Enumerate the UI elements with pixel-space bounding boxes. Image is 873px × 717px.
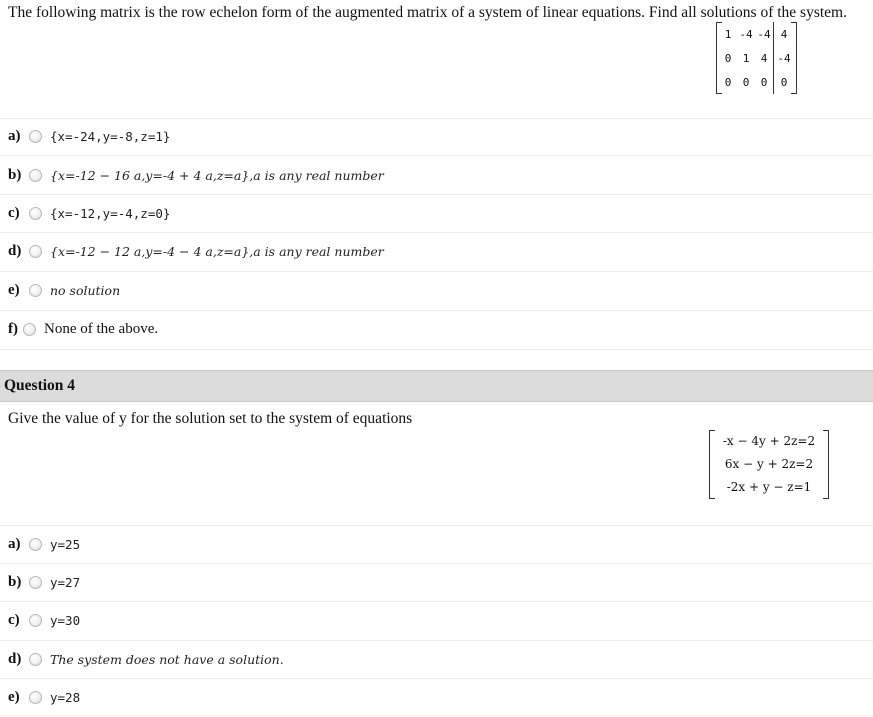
option-letter: d) xyxy=(8,242,22,259)
option-letter: a) xyxy=(8,127,21,144)
equation: -x − 4y + 2z=2 xyxy=(722,434,816,448)
answer-option-a[interactable] xyxy=(8,118,170,154)
radio-button[interactable] xyxy=(29,614,42,627)
question-header xyxy=(0,370,873,402)
equation: -2x + y − z=1 xyxy=(726,480,812,494)
option-letter: d) xyxy=(8,650,22,667)
radio-button[interactable] xyxy=(29,169,42,182)
option-letter: c) xyxy=(8,204,20,221)
option-text: {x=-12 − 16 a,y=-4 + 4 a,z=a},a is any real number xyxy=(50,167,384,183)
matrix-cell: 1 xyxy=(724,27,732,41)
answer-option-a[interactable] xyxy=(8,526,80,562)
option-text: None of the above. xyxy=(44,320,159,337)
option-text: y=28 xyxy=(50,689,81,705)
option-text: y=25 xyxy=(50,536,81,552)
radio-button[interactable] xyxy=(29,245,42,258)
option-text: {x=-12,y=-4,z=0} xyxy=(50,205,171,221)
question-prompt: The following matrix is the row echelon form of the augmented matrix of a system of linear equations. Find all solutions of the system. xyxy=(8,4,847,21)
answer-option-c[interactable] xyxy=(8,195,170,231)
matrix-cell: 4 xyxy=(760,51,768,65)
answer-option-e[interactable] xyxy=(8,679,80,715)
equation: 6x − y + 2z=2 xyxy=(724,457,814,471)
answer-option-c[interactable] xyxy=(8,602,80,638)
radio-button[interactable] xyxy=(29,130,42,143)
radio-button[interactable] xyxy=(29,538,42,551)
option-text: {x=-24,y=-8,z=1} xyxy=(50,128,171,144)
matrix-cell: 0 xyxy=(760,75,768,89)
radio-button[interactable] xyxy=(29,653,42,666)
matrix-cell: 0 xyxy=(724,75,732,89)
answer-option-f[interactable] xyxy=(8,311,158,347)
radio-button[interactable] xyxy=(29,576,42,589)
option-text: no solution xyxy=(50,282,121,298)
matrix-cell: 0 xyxy=(742,75,750,89)
matrix-cell: -4 xyxy=(757,27,771,41)
matrix-cell: -4 xyxy=(774,46,795,70)
augmented-matrix xyxy=(716,22,797,94)
radio-button[interactable] xyxy=(29,207,42,220)
option-letter: c) xyxy=(8,611,20,628)
radio-button[interactable] xyxy=(29,691,42,704)
question-title: Question 4 xyxy=(4,377,76,394)
matrix-cell: 4 xyxy=(774,22,795,46)
option-letter: b) xyxy=(8,573,22,590)
option-letter: e) xyxy=(8,688,20,705)
option-letter: b) xyxy=(8,166,22,183)
option-letter: a) xyxy=(8,535,21,552)
answer-option-b[interactable] xyxy=(8,564,80,600)
matrix-cell: 0 xyxy=(724,51,732,65)
radio-button[interactable] xyxy=(23,323,36,336)
equation-system xyxy=(709,430,829,499)
question-prompt: Give the value of y for the solution set to the system of equations xyxy=(8,410,413,427)
answer-option-d[interactable] xyxy=(8,641,284,677)
matrix-cell: 1 xyxy=(742,51,750,65)
radio-button[interactable] xyxy=(29,284,42,297)
matrix-cell: 0 xyxy=(774,70,795,94)
option-letter: f) xyxy=(8,320,18,337)
option-text: y=27 xyxy=(50,574,81,590)
answer-option-d[interactable] xyxy=(8,233,384,269)
option-text: y=30 xyxy=(50,612,81,628)
option-text: The system does not have a solution. xyxy=(50,651,284,667)
matrix-cell: -4 xyxy=(739,27,753,41)
option-text: {x=-12 − 12 a,y=-4 − 4 a,z=a},a is any real number xyxy=(50,243,384,259)
answer-option-e[interactable] xyxy=(8,272,120,308)
answer-option-b[interactable] xyxy=(8,157,384,193)
option-letter: e) xyxy=(8,281,20,298)
